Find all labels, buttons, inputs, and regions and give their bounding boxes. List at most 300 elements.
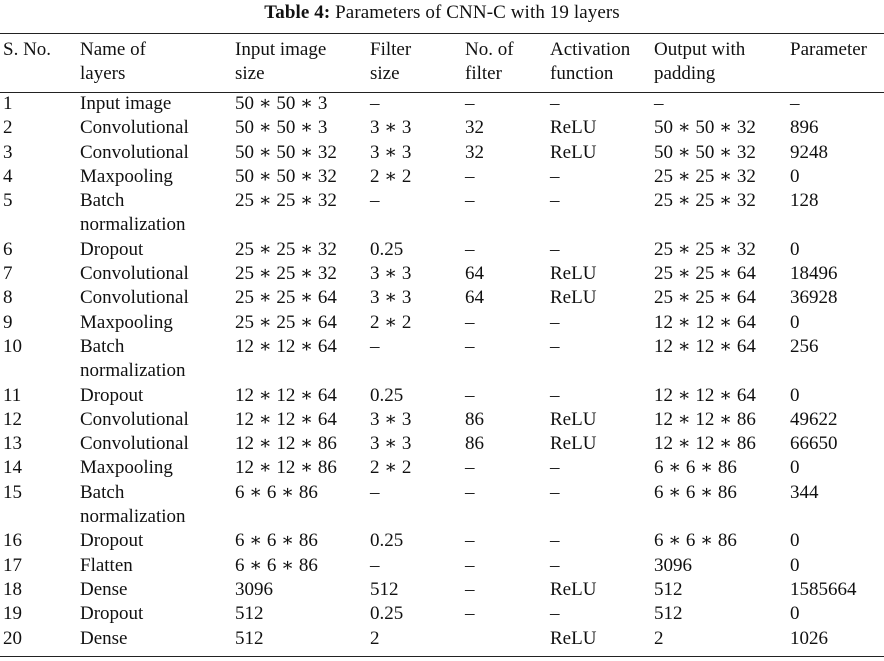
cell-activation-text: ReLU	[550, 408, 597, 430]
cell-parameter	[790, 165, 884, 189]
cell-no-of-filter	[465, 335, 550, 384]
cell-activation	[550, 189, 654, 238]
cell-sno-text: 13	[3, 433, 22, 455]
cell-input-size	[235, 262, 370, 286]
layer-name-line: normalization	[80, 360, 186, 382]
cell-no-of-filter	[465, 384, 550, 408]
cell-output-text: 25 ∗ 25 ∗ 32	[654, 190, 756, 212]
cell-input-size	[235, 554, 370, 578]
cell-filter-size-text: 3 ∗ 3	[370, 117, 412, 139]
cell-output	[654, 165, 790, 189]
cell-input-size-text: 50 ∗ 50 ∗ 3	[235, 117, 328, 139]
cell-activation	[550, 627, 654, 651]
cell-no-of-filter-text: –	[465, 603, 475, 625]
cell-input-size-text: 50 ∗ 50 ∗ 3	[235, 93, 328, 114]
cell-activation	[550, 529, 654, 553]
cell-no-of-filter	[465, 116, 550, 140]
cell-input-size-text: 512	[235, 603, 264, 625]
cell-sno-text: 20	[3, 627, 22, 649]
layer-name-line: Convolutional	[80, 263, 189, 285]
cell-sno-text: 7	[3, 263, 13, 285]
layer-name-line: Flatten	[80, 554, 133, 576]
cell-no-of-filter-text: –	[465, 481, 475, 503]
cell-input-size-text: 3096	[235, 578, 273, 600]
cell-filter-size	[370, 554, 465, 578]
table-row	[0, 116, 884, 140]
table-row	[0, 262, 884, 286]
cell-filter-size-text: 512	[370, 578, 399, 600]
cell-no-of-filter-text: –	[465, 238, 475, 260]
cell-sno	[0, 165, 80, 189]
cell-activation	[550, 262, 654, 286]
cell-activation-text: –	[550, 190, 560, 212]
cell-parameter-text: 256	[790, 335, 819, 357]
cell-parameter-text: 0	[790, 554, 800, 576]
header-no-of-filter-line: filter	[465, 63, 502, 84]
cell-filter-size-text: –	[370, 481, 380, 503]
cell-no-of-filter	[465, 554, 550, 578]
cell-output	[654, 335, 790, 384]
cell-input-size	[235, 578, 370, 602]
cell-sno-text: 19	[3, 603, 22, 625]
cell-layer-name	[80, 554, 235, 578]
header-no-of-filter	[465, 38, 550, 92]
cell-input-size	[235, 602, 370, 626]
cell-sno	[0, 602, 80, 626]
cell-input-size-text: 25 ∗ 25 ∗ 32	[235, 263, 337, 285]
table-row	[0, 238, 884, 262]
cell-output-text: –	[654, 93, 664, 114]
cell-sno	[0, 116, 80, 140]
cell-no-of-filter	[465, 456, 550, 480]
cell-sno-text: 12	[3, 408, 22, 430]
table-row	[0, 627, 884, 651]
cell-sno	[0, 627, 80, 651]
cell-no-of-filter	[465, 602, 550, 626]
layer-name-line: Dense	[80, 578, 128, 600]
cell-no-of-filter	[465, 481, 550, 530]
cell-activation	[550, 578, 654, 602]
cell-output	[654, 189, 790, 238]
cell-parameter	[790, 311, 884, 335]
table-header	[0, 38, 884, 92]
header-parameter	[790, 38, 884, 92]
header-activation	[550, 38, 654, 92]
cell-input-size	[235, 311, 370, 335]
cell-activation	[550, 432, 654, 456]
cell-output	[654, 116, 790, 140]
cell-activation	[550, 116, 654, 140]
cell-sno-text: 5	[3, 190, 13, 212]
table-body	[0, 92, 884, 651]
cell-no-of-filter-text: –	[465, 93, 475, 114]
cell-layer-name	[80, 627, 235, 651]
cell-no-of-filter-text: –	[465, 190, 475, 212]
cell-output-text: 6 ∗ 6 ∗ 86	[654, 530, 737, 552]
header-input-size	[235, 38, 370, 92]
cell-no-of-filter-text: –	[465, 554, 475, 576]
cell-no-of-filter-text: 86	[465, 433, 484, 455]
cell-filter-size	[370, 92, 465, 116]
header-output-line: Output with	[654, 39, 746, 60]
cell-output-text: 6 ∗ 6 ∗ 86	[654, 481, 737, 503]
cell-sno-text: 4	[3, 165, 13, 187]
header-no-of-filter-line: No. of	[465, 39, 514, 60]
cell-no-of-filter	[465, 262, 550, 286]
cell-parameter-text: 1585664	[790, 578, 857, 600]
cell-output	[654, 384, 790, 408]
cell-layer-name	[80, 141, 235, 165]
layer-name-line: Convolutional	[80, 117, 189, 139]
bottom-rule	[0, 656, 884, 657]
cell-output-text: 25 ∗ 25 ∗ 32	[654, 238, 756, 260]
cell-layer-name	[80, 262, 235, 286]
cell-no-of-filter-text: –	[465, 457, 475, 479]
layer-name-line: Dropout	[80, 384, 144, 406]
table-caption	[0, 2, 884, 24]
cell-output-text: 12 ∗ 12 ∗ 86	[654, 433, 756, 455]
cell-output-text: 12 ∗ 12 ∗ 64	[654, 384, 756, 406]
cell-parameter-text: 128	[790, 190, 819, 212]
cell-input-size	[235, 529, 370, 553]
cell-output	[654, 238, 790, 262]
table-row	[0, 602, 884, 626]
header-name-line: Name of	[80, 39, 146, 60]
cell-parameter-text: 0	[790, 165, 800, 187]
cell-activation	[550, 554, 654, 578]
cell-no-of-filter	[465, 529, 550, 553]
layer-name-line: Dropout	[80, 603, 144, 625]
cell-no-of-filter	[465, 92, 550, 116]
table-row	[0, 311, 884, 335]
cell-input-size	[235, 141, 370, 165]
cell-input-size-text: 25 ∗ 25 ∗ 64	[235, 287, 337, 309]
cell-output-text: 512	[654, 603, 683, 625]
cell-input-size-text: 50 ∗ 50 ∗ 32	[235, 141, 337, 163]
cell-activation-text: ReLU	[550, 433, 597, 455]
cell-sno	[0, 311, 80, 335]
cell-parameter	[790, 238, 884, 262]
cell-filter-size	[370, 311, 465, 335]
cell-sno-text: 9	[3, 311, 13, 333]
table-row	[0, 408, 884, 432]
cell-parameter-text: 49622	[790, 408, 838, 430]
cell-input-size	[235, 92, 370, 116]
cell-parameter-text: 9248	[790, 141, 828, 163]
cell-filter-size-text: 2 ∗ 2	[370, 311, 412, 333]
header-output	[654, 38, 790, 92]
layer-name-line: Maxpooling	[80, 165, 173, 187]
cell-parameter	[790, 262, 884, 286]
cell-layer-name	[80, 165, 235, 189]
header-input-size-line: size	[235, 63, 265, 84]
cell-input-size-text: 512	[235, 627, 264, 649]
cell-sno-text: 2	[3, 117, 13, 139]
table-row	[0, 578, 884, 602]
cell-no-of-filter	[465, 432, 550, 456]
cell-filter-size-text: –	[370, 93, 380, 114]
cell-activation-text: –	[550, 238, 560, 260]
cell-sno-text: 15	[3, 481, 22, 503]
header-output-line: padding	[654, 63, 716, 84]
cell-no-of-filter-text: –	[465, 311, 475, 333]
cell-output	[654, 262, 790, 286]
table-row	[0, 529, 884, 553]
cell-sno-text: 3	[3, 141, 13, 163]
cell-filter-size	[370, 189, 465, 238]
cell-activation	[550, 384, 654, 408]
cell-no-of-filter	[465, 238, 550, 262]
cell-no-of-filter	[465, 408, 550, 432]
table-row	[0, 432, 884, 456]
cell-parameter-text: 1026	[790, 627, 828, 649]
cell-sno-text: 1	[3, 93, 13, 114]
layer-name-line: Maxpooling	[80, 311, 173, 333]
table-row	[0, 189, 884, 238]
cell-filter-size-text: 3 ∗ 3	[370, 141, 412, 163]
cell-parameter	[790, 578, 884, 602]
cell-sno-text: 18	[3, 578, 22, 600]
table-row	[0, 481, 884, 530]
cell-parameter	[790, 141, 884, 165]
header-parameter-line: Parameter	[790, 39, 868, 60]
table-row	[0, 92, 884, 116]
cell-output-text: 50 ∗ 50 ∗ 32	[654, 141, 756, 163]
cell-sno-text: 17	[3, 554, 22, 576]
layer-name-line: Batch	[80, 481, 125, 503]
table-row	[0, 141, 884, 165]
cell-filter-size	[370, 335, 465, 384]
table-row	[0, 554, 884, 578]
cell-parameter-text: 0	[790, 384, 800, 406]
cell-input-size-text: 25 ∗ 25 ∗ 32	[235, 190, 337, 212]
cell-output	[654, 529, 790, 553]
cell-no-of-filter-text: –	[465, 335, 475, 357]
cell-activation	[550, 408, 654, 432]
layer-name-line: Maxpooling	[80, 457, 173, 479]
cell-filter-size-text: 3 ∗ 3	[370, 263, 412, 285]
cell-parameter-text: 0	[790, 530, 800, 552]
cell-input-size-text: 12 ∗ 12 ∗ 64	[235, 384, 337, 406]
layer-name-line: Convolutional	[80, 287, 189, 309]
cell-activation-text: –	[550, 335, 560, 357]
cell-output-text: 3096	[654, 554, 692, 576]
cell-filter-size-text: 2 ∗ 2	[370, 457, 412, 479]
cell-no-of-filter-text: –	[465, 530, 475, 552]
cell-sno-text: 14	[3, 457, 22, 479]
cell-output	[654, 92, 790, 116]
cell-input-size-text: 12 ∗ 12 ∗ 86	[235, 457, 337, 479]
cell-no-of-filter-text: 64	[465, 263, 484, 285]
cell-activation-text: –	[550, 384, 560, 406]
cell-input-size	[235, 335, 370, 384]
layer-name-line: Dropout	[80, 530, 144, 552]
cell-parameter-text: 18496	[790, 263, 838, 285]
cell-output	[654, 141, 790, 165]
cell-input-size	[235, 286, 370, 310]
header-sno	[0, 38, 80, 92]
cell-filter-size-text: 3 ∗ 3	[370, 408, 412, 430]
cell-filter-size-text: 3 ∗ 3	[370, 433, 412, 455]
cell-layer-name	[80, 456, 235, 480]
cell-sno	[0, 456, 80, 480]
table-row	[0, 456, 884, 480]
cell-parameter	[790, 481, 884, 530]
cell-input-size-text: 6 ∗ 6 ∗ 86	[235, 481, 318, 503]
cell-sno-text: 16	[3, 530, 22, 552]
cell-no-of-filter-text: –	[465, 165, 475, 187]
cell-input-size	[235, 432, 370, 456]
top-rule	[0, 33, 884, 34]
cell-sno	[0, 408, 80, 432]
cell-activation	[550, 238, 654, 262]
layer-name-line: Batch	[80, 335, 125, 357]
cell-filter-size	[370, 602, 465, 626]
layer-name-line: Dropout	[80, 238, 144, 260]
cell-layer-name	[80, 286, 235, 310]
cell-no-of-filter-text: 32	[465, 117, 484, 139]
cell-layer-name	[80, 311, 235, 335]
cell-output-text: 25 ∗ 25 ∗ 64	[654, 287, 756, 309]
cell-parameter-text: 0	[790, 457, 800, 479]
cell-sno	[0, 554, 80, 578]
cell-no-of-filter-text: 64	[465, 287, 484, 309]
cell-parameter	[790, 602, 884, 626]
cell-filter-size-text: 0.25	[370, 603, 404, 625]
table-row	[0, 165, 884, 189]
table-row	[0, 286, 884, 310]
cell-activation-text: ReLU	[550, 141, 597, 163]
layer-name-line: Dense	[80, 627, 128, 649]
cell-sno	[0, 578, 80, 602]
cell-output-text: 12 ∗ 12 ∗ 64	[654, 335, 756, 357]
cell-input-size-text: 12 ∗ 12 ∗ 86	[235, 433, 337, 455]
header-filter-size	[370, 38, 465, 92]
cell-input-size	[235, 116, 370, 140]
cell-layer-name	[80, 408, 235, 432]
cell-input-size-text: 6 ∗ 6 ∗ 86	[235, 530, 318, 552]
header-filter-size-line: size	[370, 63, 400, 84]
cell-filter-size	[370, 578, 465, 602]
header-input-size-line: Input image	[235, 39, 327, 60]
cell-activation	[550, 311, 654, 335]
cell-output-text: 50 ∗ 50 ∗ 32	[654, 117, 756, 139]
cell-filter-size	[370, 286, 465, 310]
cell-output	[654, 456, 790, 480]
cell-filter-size-text: 0.25	[370, 384, 404, 406]
cell-no-of-filter	[465, 627, 550, 651]
cell-output-text: 12 ∗ 12 ∗ 64	[654, 311, 756, 333]
cell-activation	[550, 481, 654, 530]
cell-output	[654, 627, 790, 651]
cell-no-of-filter	[465, 189, 550, 238]
cell-activation-text: –	[550, 554, 560, 576]
cell-filter-size-text: –	[370, 190, 380, 212]
cell-sno	[0, 335, 80, 384]
cell-sno	[0, 262, 80, 286]
cell-activation-text: –	[550, 603, 560, 625]
cell-sno	[0, 238, 80, 262]
cell-input-size	[235, 408, 370, 432]
cell-parameter	[790, 529, 884, 553]
cell-input-size	[235, 627, 370, 651]
cell-sno-text: 10	[3, 335, 22, 357]
cell-parameter-text: 0	[790, 603, 800, 625]
parameters-table	[0, 38, 884, 651]
header-filter-size-line: Filter	[370, 39, 412, 60]
layer-name-line: Input image	[80, 93, 172, 114]
cell-activation-text: ReLU	[550, 263, 597, 285]
cell-output	[654, 286, 790, 310]
cell-activation	[550, 335, 654, 384]
cell-parameter	[790, 335, 884, 384]
cell-output	[654, 481, 790, 530]
cell-parameter	[790, 627, 884, 651]
cell-no-of-filter	[465, 165, 550, 189]
cell-output-text: 12 ∗ 12 ∗ 86	[654, 408, 756, 430]
cell-output	[654, 432, 790, 456]
cell-parameter	[790, 554, 884, 578]
cell-filter-size	[370, 481, 465, 530]
cell-filter-size	[370, 408, 465, 432]
cell-input-size	[235, 481, 370, 530]
cell-parameter-text: –	[790, 93, 800, 114]
cell-activation	[550, 456, 654, 480]
cell-output-text: 6 ∗ 6 ∗ 86	[654, 457, 737, 479]
cell-no-of-filter	[465, 311, 550, 335]
caption-text: Parameters of CNN-C with 19 layers	[335, 2, 620, 23]
cell-layer-name	[80, 602, 235, 626]
cell-filter-size	[370, 432, 465, 456]
cell-no-of-filter	[465, 286, 550, 310]
cell-output	[654, 578, 790, 602]
cell-filter-size	[370, 262, 465, 286]
cell-parameter-text: 66650	[790, 433, 838, 455]
cell-activation-text: –	[550, 481, 560, 503]
cell-sno	[0, 92, 80, 116]
cell-filter-size-text: 0.25	[370, 530, 404, 552]
cell-parameter	[790, 456, 884, 480]
table-row	[0, 335, 884, 384]
cell-layer-name	[80, 529, 235, 553]
cell-activation	[550, 165, 654, 189]
cell-output-text: 25 ∗ 25 ∗ 64	[654, 263, 756, 285]
cell-filter-size-text: –	[370, 335, 380, 357]
cell-activation-text: ReLU	[550, 117, 597, 139]
cell-layer-name	[80, 238, 235, 262]
cell-activation-text: –	[550, 311, 560, 333]
cell-activation-text: –	[550, 165, 560, 187]
cell-output	[654, 311, 790, 335]
layer-name-line: Convolutional	[80, 433, 189, 455]
cell-sno	[0, 384, 80, 408]
header-name-line: layers	[80, 63, 126, 84]
cell-activation-text: ReLU	[550, 627, 597, 649]
layer-name-line: normalization	[80, 214, 186, 236]
cell-sno	[0, 529, 80, 553]
header-name	[80, 38, 235, 92]
table-row	[0, 384, 884, 408]
cell-input-size	[235, 189, 370, 238]
cell-sno-text: 11	[3, 384, 22, 406]
cell-activation-text: ReLU	[550, 578, 597, 600]
layer-name-line: Convolutional	[80, 408, 189, 430]
cell-no-of-filter	[465, 578, 550, 602]
cell-input-size	[235, 165, 370, 189]
cell-parameter	[790, 92, 884, 116]
cell-layer-name	[80, 189, 235, 238]
cell-parameter	[790, 384, 884, 408]
